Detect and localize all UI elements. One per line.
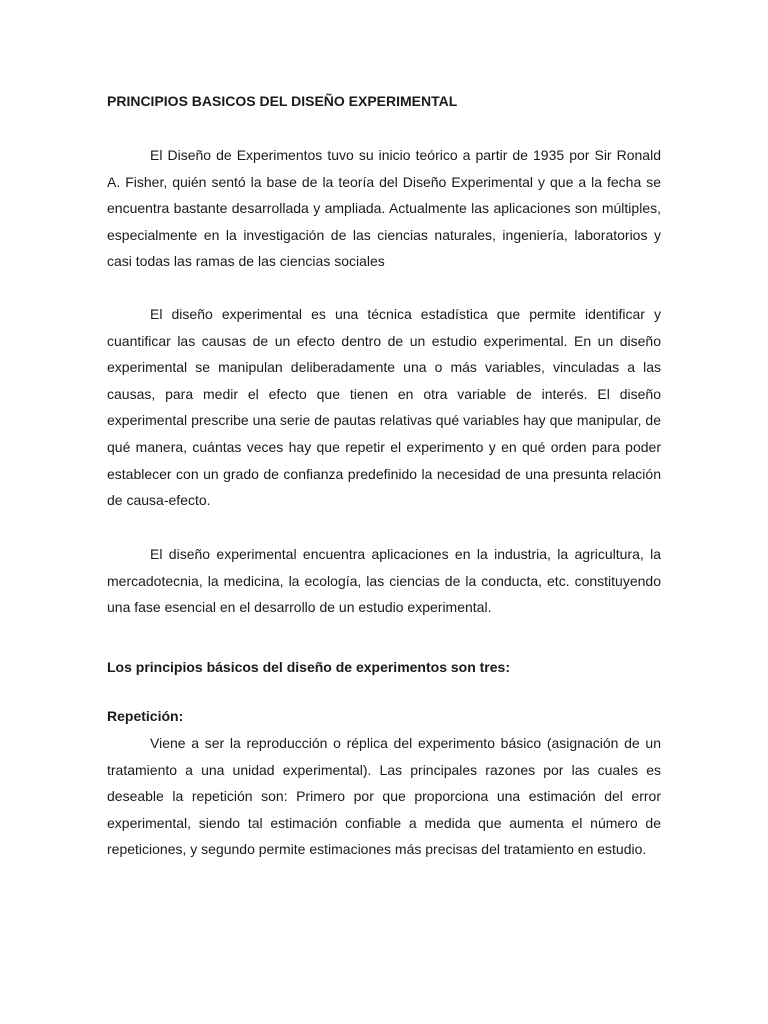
repeticion-paragraph: Viene a ser la reproducción o réplica del experimento básico (asignación de un tratamiento a una unidad experimental). Las principales razones por las cuales es deseable la repetición son: Primero por que proporciona una estimación del error experimental, siendo tal estimación confiable a medida que aumenta el número de repeticiones, y segundo permite estimaciones más precisas del tratamiento en estudio. [107, 735, 661, 858]
repeticion-heading: Repetición: [107, 708, 184, 724]
applications-paragraph: El diseño experimental encuentra aplicaciones en la industria, la agricultura, la mercadotecnia, la medicina, la ecología, las ciencias de la conducta, etc. constituyendo una fase esencial en el desarrollo de un estudio experimental. [107, 546, 661, 616]
document-page [107, 89, 661, 858]
intro-paragraph: El Diseño de Experimentos tuvo su inicio teórico a partir de 1935 por Sir Ronald A. Fisher, quién sentó la base de la teoría del Diseño Experimental y que a la fecha se encuentra bastante desarrollada y ampliada. Actualmente las aplicaciones son múltiples, especialmente en la investigación de las ciencias naturales, ingeniería, laboratorios y casi todas las ramas de las ciencias sociales [107, 147, 661, 270]
technique-paragraph: El diseño experimental es una técnica estadística que permite identificar y cuantificar las causas de un efecto dentro de un estudio experimental. En un diseño experimental se manipulan deliberadamente una o más variables, vinculadas a las causas, para medir el efecto que tienen en otra variable de interés. El diseño experimental prescribe una serie de pautas relativas qué variables hay que manipular, de qué manera, cuántas veces hay que repetir el experimento y en qué orden para poder establecer con un grado de confianza predefinido la necesidad de una presunta relación de causa-efecto. [107, 306, 661, 509]
principles-heading: Los principios básicos del diseño de experimentos son tres: [107, 659, 510, 675]
document-title: PRINCIPIOS BASICOS DEL DISEÑO EXPERIMENTAL [107, 93, 458, 109]
